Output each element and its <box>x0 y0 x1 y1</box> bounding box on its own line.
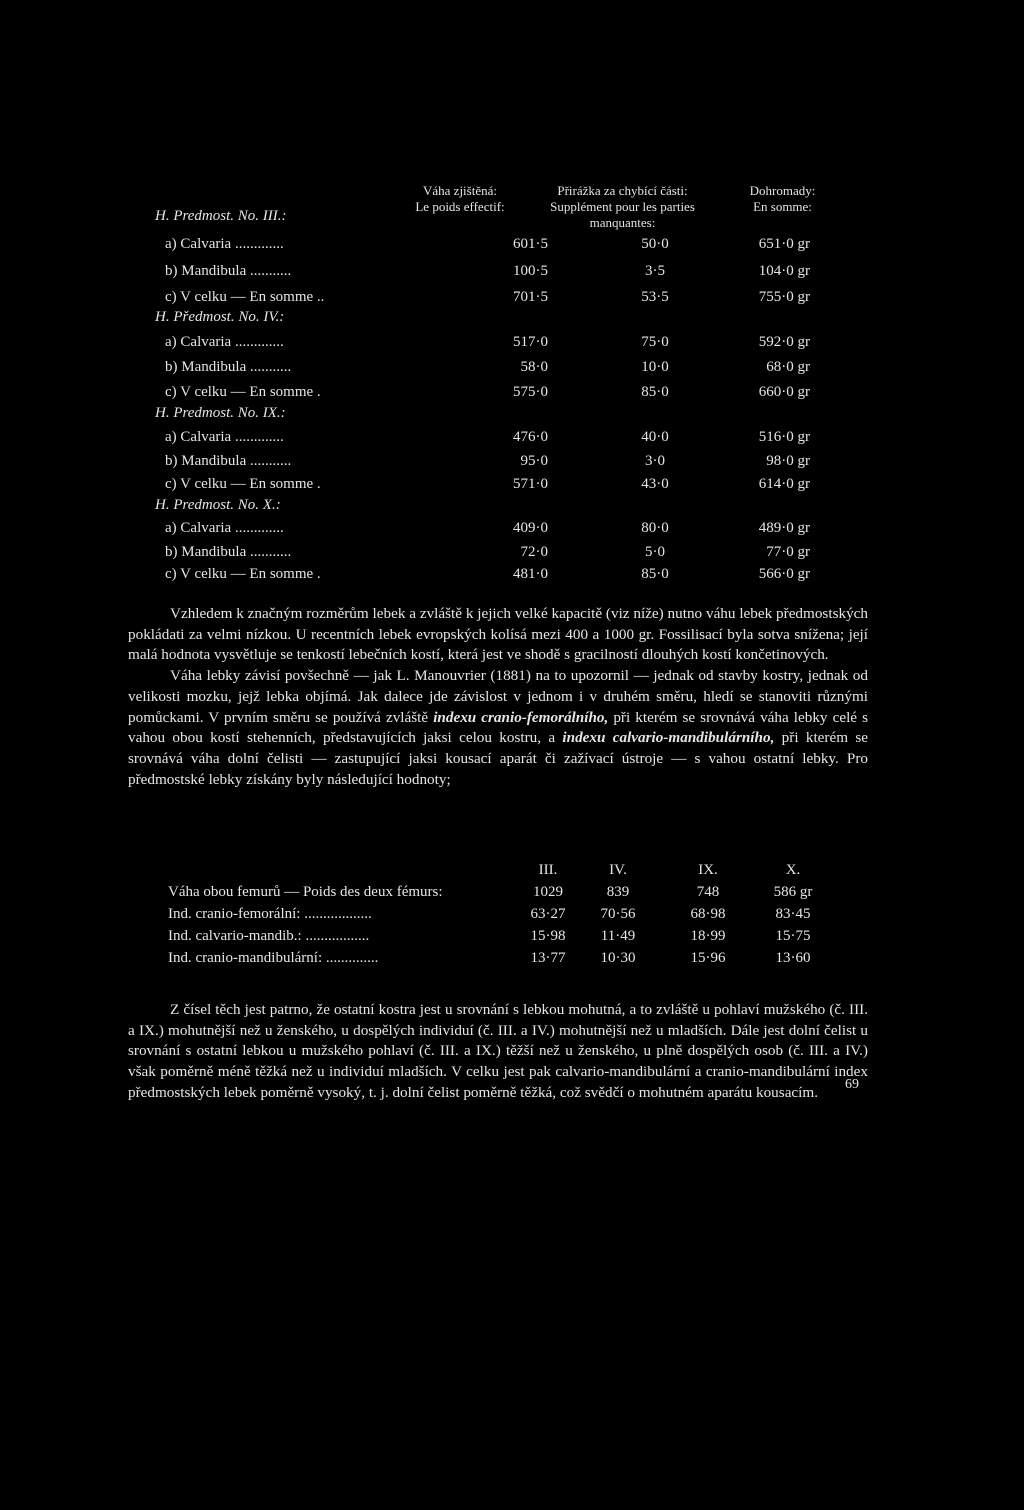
total-value: 651·0 gr <box>758 236 810 252</box>
header-col2-line1: Přirážka za chybící části: <box>557 183 688 198</box>
page-number: 69 <box>845 1077 859 1092</box>
cell-value: 839 <box>606 884 630 900</box>
supplement-value: 85·0 <box>641 566 669 582</box>
total-value: 77·0 gr <box>766 544 810 560</box>
row-label: b) Mandibula ........... <box>165 544 292 560</box>
header-col3 <box>735 183 830 215</box>
row-label: c) V celku — En somme . <box>165 566 321 582</box>
weight-value: 701·5 <box>513 289 548 305</box>
total-value: 614·0 gr <box>758 476 810 492</box>
row-label: b) Mandibula ........... <box>165 359 292 375</box>
weight-value: 601·5 <box>513 236 548 252</box>
header-col1-line1: Váha zjištěná: <box>423 183 497 198</box>
total-value: 660·0 gr <box>758 384 810 400</box>
header-col1-line2: Le poids effectif: <box>415 199 505 214</box>
row-label: c) V celku — En somme .. <box>165 289 325 305</box>
table-row <box>168 904 818 926</box>
cell-value: 1029 <box>533 884 563 900</box>
total-value: 98·0 gr <box>766 453 810 469</box>
paragraph-3: Z čísel těch jest patrno, že ostatní kostra jest u srovnání s lebkou mohutná, a to zvláště u pohlaví mužského (č. III. a IX.) mohutnější než u ženského, u dospělých individuí (č. III. a IV.) mohutnější než u mladších. Dále jest dolní čelist u srovnání s ostatní lebkou u mužského pohlaví (č. III. a IX.) těžší než u ženského, u plně dospělých osob (č. III. a IV.) však poměrně méně těžká než u individuí mladších. V celku jest pak calvario-mandibulární a cranio-mandibulární index předmostských lebek poměrně vysoký, t. j. dolní čelist poměrně těžká, což svědčí o mohutném aparátu kousacím. <box>128 1001 868 1101</box>
row-label: a) Calvaria ............. <box>165 334 284 350</box>
cell-value: 15·98 <box>530 928 566 944</box>
paragraph-2-text: Váha lebky závisí povšechně — jak L. Manouvrier (1881) na to upozornil — jednak od stavby kostry, jednak od velikosti mozku, jejž lebka objímá. Jak dalece jde závislost v jednom i v druhém směru, hledí se stanoviti různými pomůckami. V prvním směru se používá zvláště <box>128 667 868 726</box>
emphasis-calvario-mandibular: indexu calvario-mandibulárního, <box>562 729 775 747</box>
row-label: c) V celku — En somme . <box>165 384 321 400</box>
cell-value: 70·56 <box>600 906 636 922</box>
weight-value: 575·0 <box>513 384 548 400</box>
table-row <box>155 234 815 254</box>
supplement-value: 10·0 <box>641 359 669 375</box>
paragraph-1: Vzhledem k značným rozměrům lebek a zvláště k jejich velké kapacitě (viz níže) nutno váhu lebek předmostských pokládati za velmi nízkou. U recentních lebek evropských kolísá mezi 400 a 1000 gr. Fossilisací byla sotva snížena; její malá hodnota vysvětluje se tenkostí lebečních kostí, která jest ve shodě s gracilností dlouhých kostí končetinových. <box>128 605 868 664</box>
row-label: Ind. calvario-mandib.: ................. <box>168 928 370 944</box>
supplement-value: 80·0 <box>641 520 669 536</box>
emphasis-cranio-femoral: indexu cranio-femorálního, <box>433 708 609 726</box>
cell-value: 748 <box>696 884 720 900</box>
column-header: III. <box>538 862 558 878</box>
supplement-value: 3·0 <box>645 453 665 469</box>
header-col2 <box>520 183 725 231</box>
cell-value: 13·77 <box>530 950 566 966</box>
total-value: 755·0 gr <box>758 289 810 305</box>
section-title: H. Predmost. No. IX.: <box>155 405 286 421</box>
row-label: c) V celku — En somme . <box>165 476 321 492</box>
cell-value: 11·49 <box>600 928 636 944</box>
weight-value: 100·5 <box>513 263 548 279</box>
cell-value: 15·96 <box>690 950 726 966</box>
paragraph-2-text: při kterém se srovnává váha dolní čelisti — zastupující jaksi kousací aparát či zažívací ústroje — s vahou ostatní lebky. Pro předmostské lebky získány byly následující hodnoty; <box>128 729 868 788</box>
table-row <box>155 564 815 584</box>
table-row <box>155 518 815 538</box>
supplement-value: 50·0 <box>641 236 669 252</box>
header-col3-line2: En somme: <box>753 199 812 214</box>
supplement-value: 43·0 <box>641 476 669 492</box>
supplement-value: 53·5 <box>641 289 669 305</box>
table-row <box>155 287 815 307</box>
weight-value: 72·0 <box>520 544 548 560</box>
supplement-value: 40·0 <box>641 429 669 445</box>
row-label: Ind. cranio-mandibulární: .............. <box>168 950 379 966</box>
total-value: 566·0 gr <box>758 566 810 582</box>
cell-value: 15·75 <box>775 928 811 944</box>
section-title: H. Předmost. No. IV.: <box>155 309 285 325</box>
weight-value: 476·0 <box>513 429 548 445</box>
total-value: 104·0 gr <box>758 263 810 279</box>
cell-value: 586 gr <box>773 884 813 900</box>
column-header: IV. <box>609 862 627 878</box>
index-table <box>168 860 818 970</box>
weight-value: 409·0 <box>513 520 548 536</box>
weight-value: 571·0 <box>513 476 548 492</box>
header-col3-line1: Dohromady: <box>749 183 816 198</box>
table-row <box>155 542 815 562</box>
table-row <box>155 427 815 447</box>
section-title: H. Predmost. No. III.: <box>155 208 287 224</box>
weight-value: 481·0 <box>513 566 548 582</box>
total-value: 68·0 gr <box>766 359 810 375</box>
row-label: b) Mandibula ........... <box>165 453 292 469</box>
cell-value: 63·27 <box>530 906 566 922</box>
row-label: a) Calvaria ............. <box>165 429 284 445</box>
header-col2-line2: Supplément pour les parties <box>550 199 695 214</box>
row-label: Váha obou femurů — Poids des deux fémurs: <box>168 884 443 900</box>
weight-value: 95·0 <box>520 453 548 469</box>
cell-value: 13·60 <box>775 950 811 966</box>
row-label: Ind. cranio-femorální: .................. <box>168 906 372 922</box>
section-title: H. Predmost. No. X.: <box>155 497 281 513</box>
cell-value: 68·98 <box>690 906 726 922</box>
table-row <box>155 474 815 494</box>
table-row <box>155 332 815 352</box>
supplement-value: 5·0 <box>645 544 665 560</box>
supplement-value: 3·5 <box>645 263 665 279</box>
column-header: IX. <box>698 862 718 878</box>
table-row <box>168 926 818 948</box>
cell-value: 83·45 <box>775 906 811 922</box>
table-row <box>155 357 815 377</box>
table-row <box>155 382 815 402</box>
total-value: 516·0 gr <box>758 429 810 445</box>
header-col2-line3: manquantes: <box>589 215 656 230</box>
row-label: a) Calvaria ............. <box>165 236 284 252</box>
paragraph-2 <box>128 666 868 790</box>
index-table-header <box>168 860 818 882</box>
header-col1 <box>405 183 515 215</box>
table-row <box>168 948 818 970</box>
row-label: b) Mandibula ........... <box>165 263 292 279</box>
total-value: 489·0 gr <box>758 520 810 536</box>
row-label: a) Calvaria ............. <box>165 520 284 536</box>
table-row <box>155 261 815 281</box>
body-text-block <box>128 604 868 790</box>
column-header: X. <box>785 862 801 878</box>
weight-value: 517·0 <box>513 334 548 350</box>
supplement-value: 85·0 <box>641 384 669 400</box>
table-row <box>168 882 818 904</box>
total-value: 592·0 gr <box>758 334 810 350</box>
table-row <box>155 451 815 471</box>
cell-value: 10·30 <box>600 950 636 966</box>
paragraph-2-text: při kterém se srovnává váha lebky celé s vahou obou kostí stehenních, představujících jaksi celou kostru, a <box>128 708 868 747</box>
weight-value: 58·0 <box>520 359 548 375</box>
cell-value: 18·99 <box>690 928 726 944</box>
conclusion-block <box>128 1000 868 1104</box>
supplement-value: 75·0 <box>641 334 669 350</box>
